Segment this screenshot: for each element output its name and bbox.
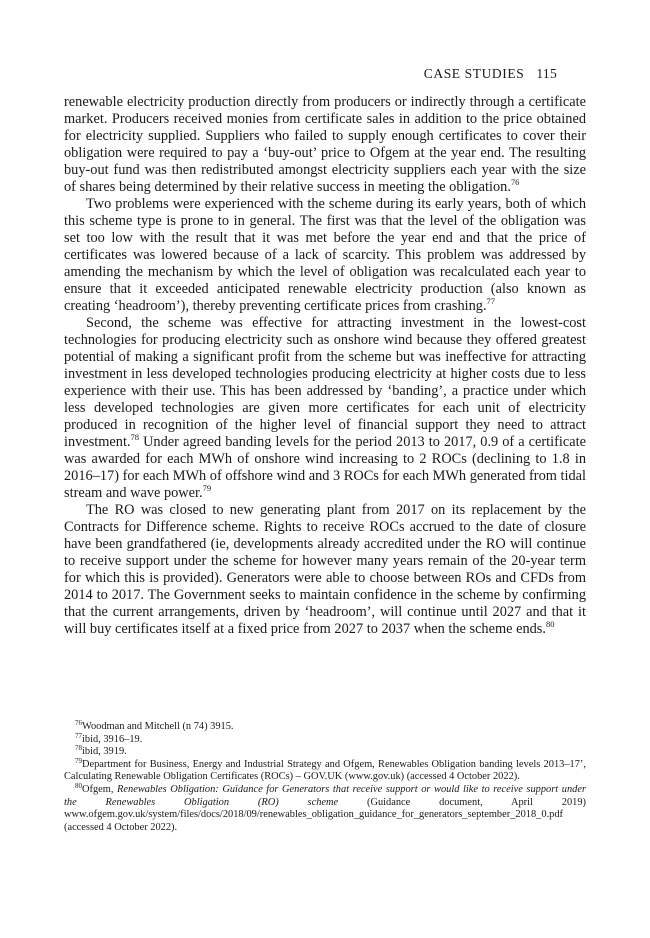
footnote <box>64 781 586 834</box>
footnote <box>64 721 586 734</box>
page-number: 115 <box>536 66 557 81</box>
footnote-text: ibid, 3916–19. <box>82 733 143 745</box>
footnote-text: ibid, 3919. <box>82 746 127 758</box>
body-text <box>64 94 586 638</box>
footnote <box>64 731 586 747</box>
footnote-number: 80 <box>75 781 82 790</box>
footnote-number: 79 <box>75 756 82 765</box>
footnote-text[interactable]: (Guidance document, April 2019) www.ofgem.gov.uk/system/files/docs/2018/09/renewables_obligation_guidance_for_generators_september_2018_0.pdf (accessed 4 October 2022). <box>64 796 586 833</box>
footnote-ref[interactable]: 77 <box>486 296 496 306</box>
paragraph <box>64 196 586 315</box>
footnote <box>64 746 586 759</box>
paragraph-text: The RO was closed to new generating plant from 2017 on its replacement by the Contracts for Difference scheme. Rights to receive ROCs accrued to the date of closure have been grandfathered (ie, developments already accredited under the RO will continue to receive support under the scheme for however many years remain of the 20-year term for which this is provided). Generators were able to choose between ROs and CFDs from 2014 to 2017. The Government seeks to maintain confidence in the scheme by confirming that the current arrangements, driven by ‘headroom’, will continue until 2027 and that it will buy certificates itself at a fixed price from 2027 to 2037 when the scheme ends. <box>64 502 586 637</box>
paragraph <box>64 94 586 196</box>
paragraph-text: Under agreed banding levels for the period 2013 to 2017, 0.9 of a certificate was awarded for each MWh of onshore wind increasing to 2 ROCs (declining to 1.8 in 2016–17) for each MWh of offshore wind and 3 ROCs for each MWh generated from tidal stream and wave power. <box>64 434 586 501</box>
paragraph <box>64 502 586 638</box>
footnote-title: Renewables Obligation: Guidance for Generators that receive support or would like to receive support under the Renewables Obligation (RO) scheme <box>64 783 586 808</box>
paragraph-text: Two problems were experienced with the scheme during its early years, both of which this scheme type is prone to in general. The first was that the level of the obligation was set too low with the result that it was met before the year end and that the price of certificates was lowered because of a lack of scarcity. This problem was addressed by amending the mechanism by which the level of obligation was recalculated each year to ensure that it exceeded anticipated renewable electricity production (also known as creating ‘headroom’), thereby preventing certificate prices from crashing. <box>64 196 586 314</box>
running-head: CASE STUDIES <box>423 66 525 81</box>
footnote-text: Department for Business, Energy and Industrial Strategy and Ofgem, Renewables Obligation banding levels 2013–17’, Calculating Renewable Obligation Certificates (ROCs) – GOV.UK (www.gov.uk) (accessed 4 October 2022). <box>64 758 586 783</box>
footnote-number: 78 <box>75 744 82 753</box>
paragraph-text: renewable electricity production directly from producers or indirectly through a certificate market. Producers received monies from certificate sales in addition to the price obtained for electricity supplied. Suppliers who failed to supply enough certificates to cover their obligation were required to pay a ‘buy-out’ price to Ofgem at the year end. The resulting buy-out fund was then redistributed amongst electricity suppliers each year with the size of shares being determined by their relative success in meeting the obligation. <box>64 94 586 195</box>
footnote-number: 76 <box>75 719 82 727</box>
footnote-ref[interactable]: 76 <box>510 177 520 187</box>
footnote-ref[interactable]: 79 <box>202 483 212 493</box>
paragraph <box>64 315 586 502</box>
running-header <box>424 66 557 82</box>
footnote-ref[interactable]: 78 <box>130 432 140 442</box>
footnote-text: Woodman and Mitchell (n 74) 3915. <box>82 721 234 732</box>
footnotes <box>64 721 586 834</box>
footnote <box>64 756 586 784</box>
footnote-number: 77 <box>75 731 82 740</box>
footnote-ref[interactable]: 80 <box>545 619 555 629</box>
footnote-text: Ofgem, <box>82 783 118 795</box>
paragraph-text: Second, the scheme was effective for attracting investment in the lowest-cost technologies for producing electricity such as onshore wind because they offered greatest potential of making a significant profit from the scheme but was ineffective for attracting investment in less developed technologies producing electricity at higher costs due to less experience with their use. This has been addressed by ‘banding’, a practice under which less developed technologies are given more certificates for each unit of electricity produced in recognition of the higher level of financial support they need to attract investment. <box>64 315 586 450</box>
